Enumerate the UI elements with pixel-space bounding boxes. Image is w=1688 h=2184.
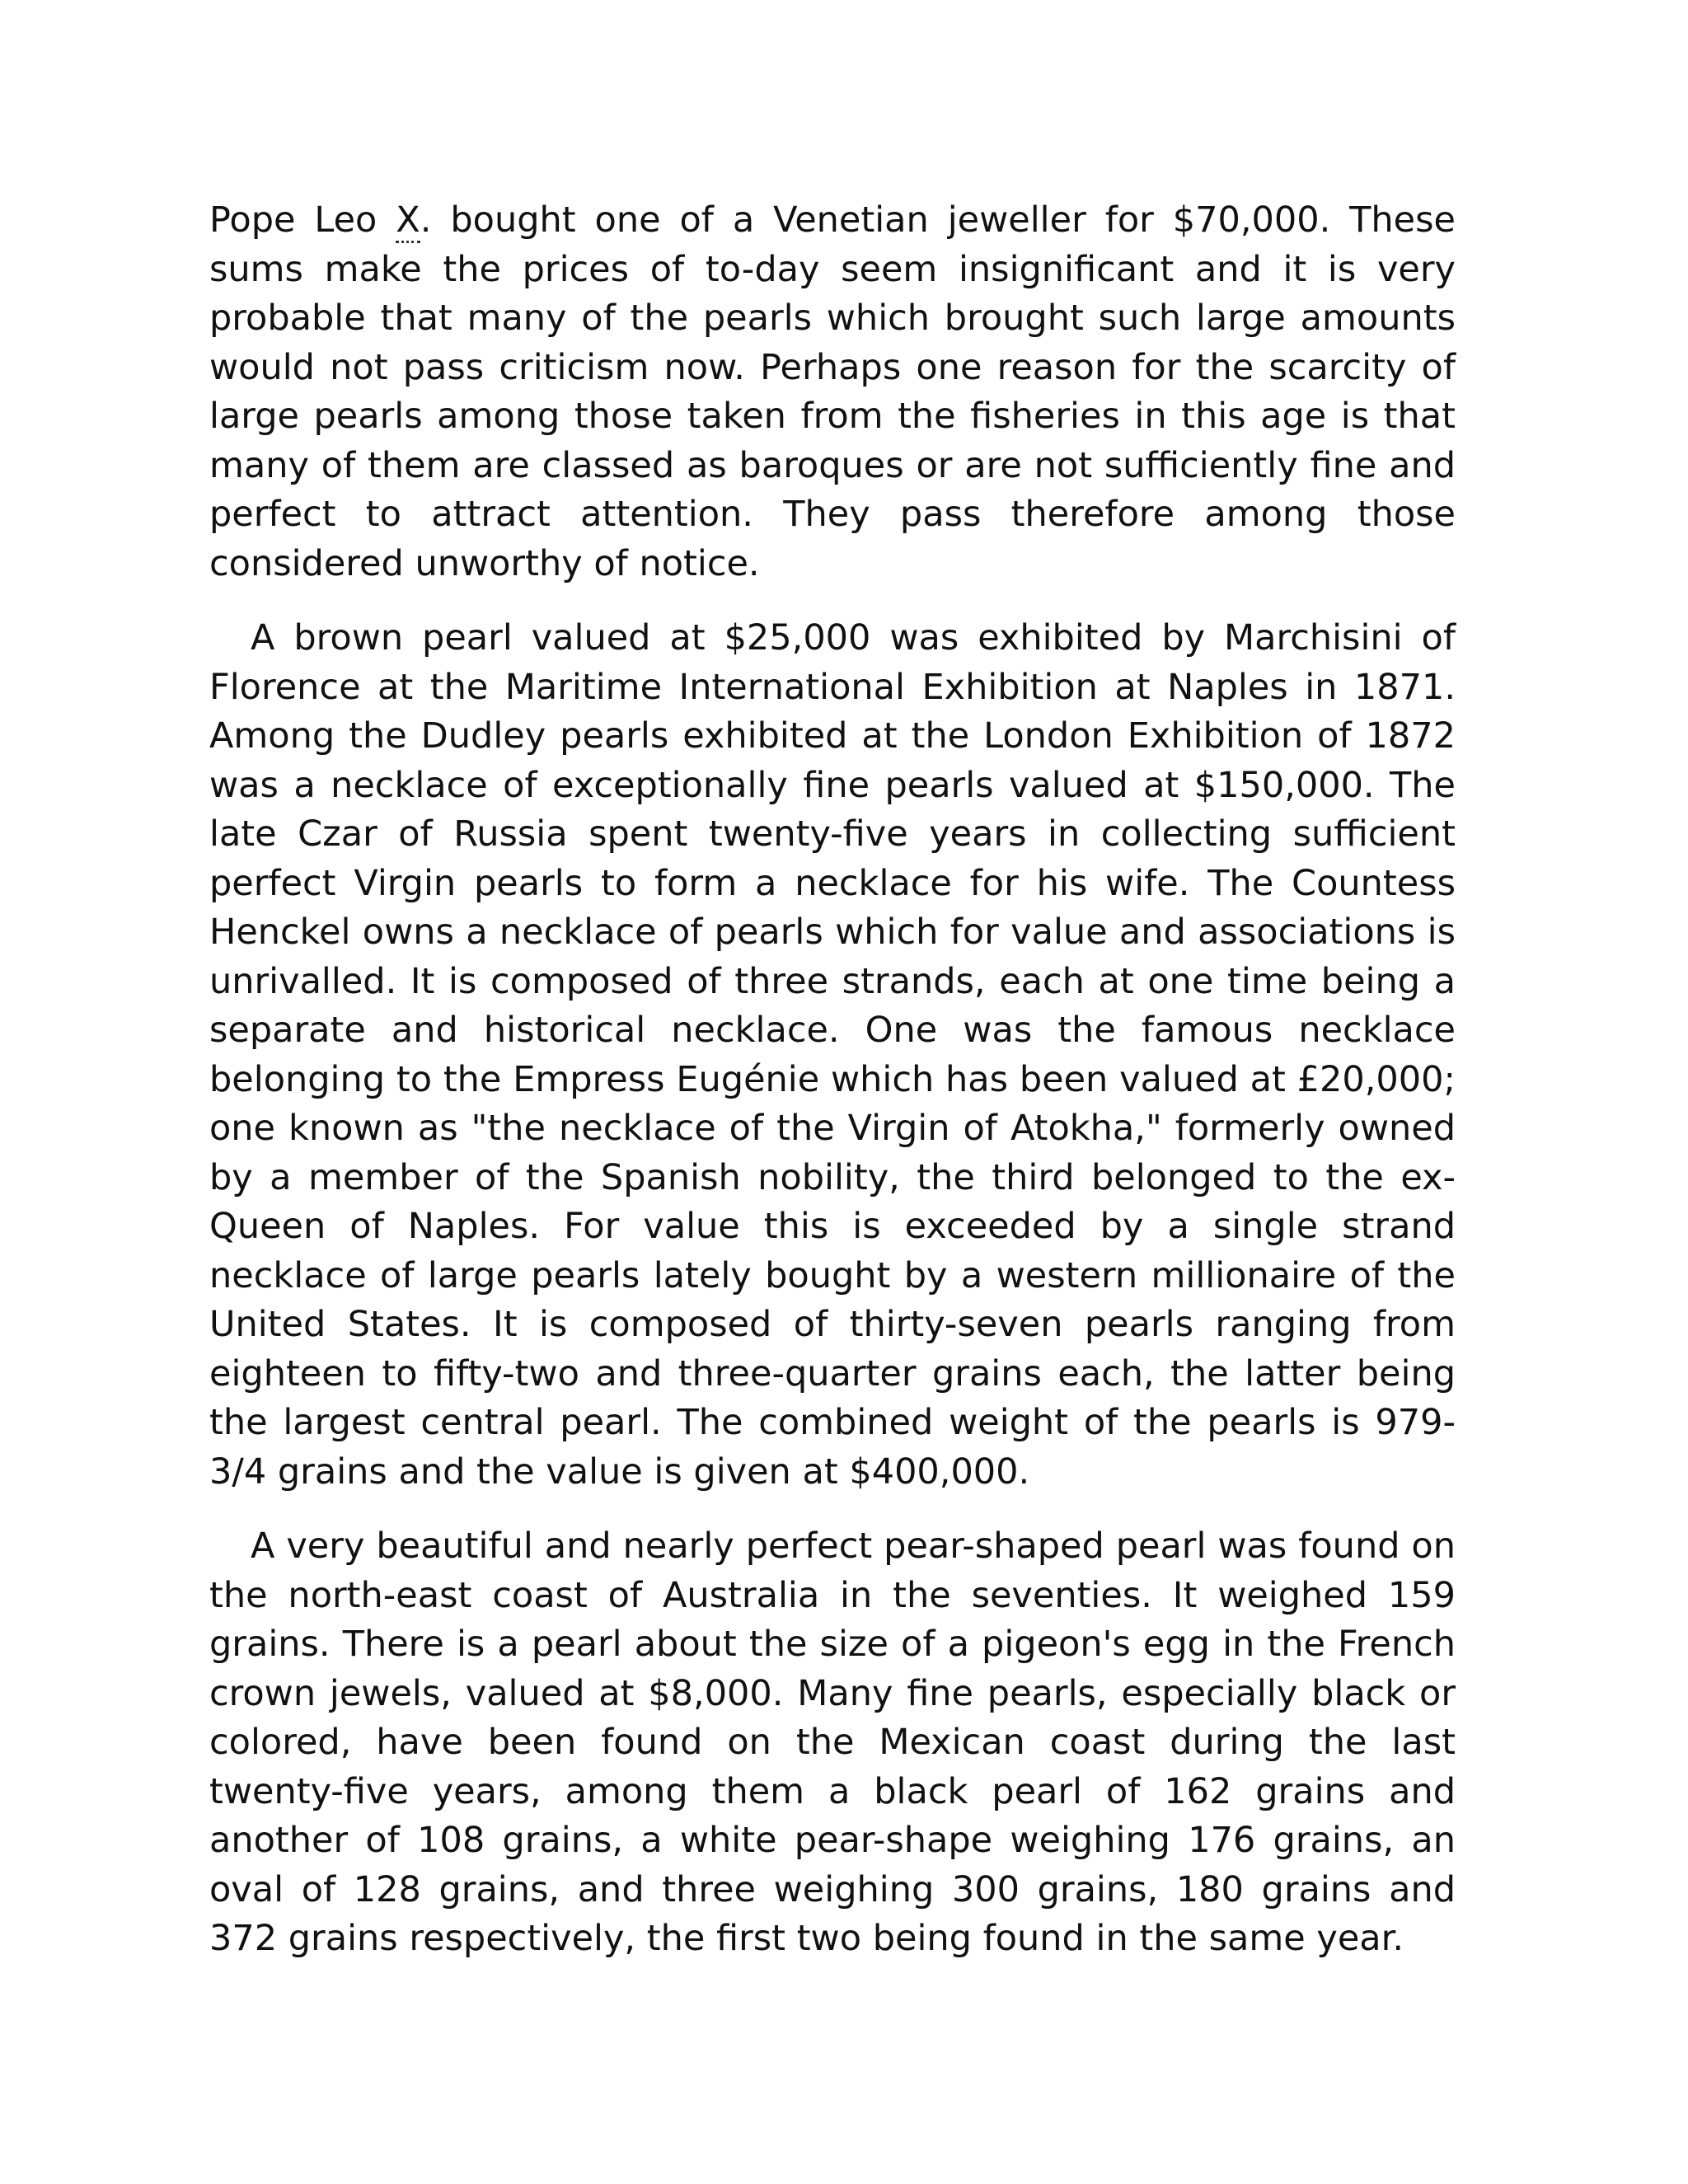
- paragraph-3: A very beautiful and nearly perfect pear-shaped pearl was found on the north-east coast of Australia in the seventies. It weighed 159 grains. There is a pearl about the size of a pigeon's egg in the French crown jewels, valued at $8,000. Many fine pearls, especially black or colored, have been found on the Mexican coast during the last twenty-five years, among them a black pearl of 162 grains and another of 108 grains, a white pear-shape weighing 176 grains, an oval of 128 grains, and three weighing 300 grains, 180 grains and 372 grains respectively, the first two being found in the same year.: [209, 1526, 1456, 1959]
- paragraph-1: [209, 196, 1456, 588]
- paragraph-1-rest: . bought one of a Venetian jeweller for $70,000. These sums make the prices of to-day seem insignificant and it is very probable that many of the pearls which brought such large amounts would not pass criticism now. Perhaps one reason for the scarcity of large pearls among those taken from the fisheries in this age is that many of them are classed as baroques or are not sufficiently fine and perfect to attract attention. They pass therefore among those considered unworthy of notice.: [209, 199, 1456, 584]
- paragraph-2: A brown pearl valued at $25,000 was exhibited by Marchisini of Florence at the Maritime International Exhibition at Naples in 1871. Among the Dudley pearls exhibited at the London Exhibition of 1872 was a necklace of exceptionally fine pearls valued at $150,000. The late Czar of Russia spent twenty-five years in collecting sufficient perfect Virgin pearls to form a necklace for his wife. The Countess Henckel owns a necklace of pearls which for value and associations is unrivalled. It is composed of three strands, each at one time being a separate and historical necklace. One was the famous necklace belonging to the Empress Eugénie which has been valued at £20,000; one known as "the necklace of the Virgin of Atokha," formerly owned by a member of the Spanish nobility, the third belonged to the ex-Queen of Naples. For value this is exceeded by a single strand necklace of large pearls lately bought by a western millionaire of the United States. It is composed of thirty-seven pearls ranging from eighteen to fifty-two and three-quarter grains each, the latter being the largest central pearl. The combined weight of the pearls is 979-3/4 grains and the value is given at $400,000.: [209, 617, 1456, 1493]
- roman-numeral-abbreviation: X: [396, 199, 420, 243]
- document-page: [209, 196, 1456, 1990]
- paragraph-1-start: Pope Leo: [209, 199, 396, 241]
